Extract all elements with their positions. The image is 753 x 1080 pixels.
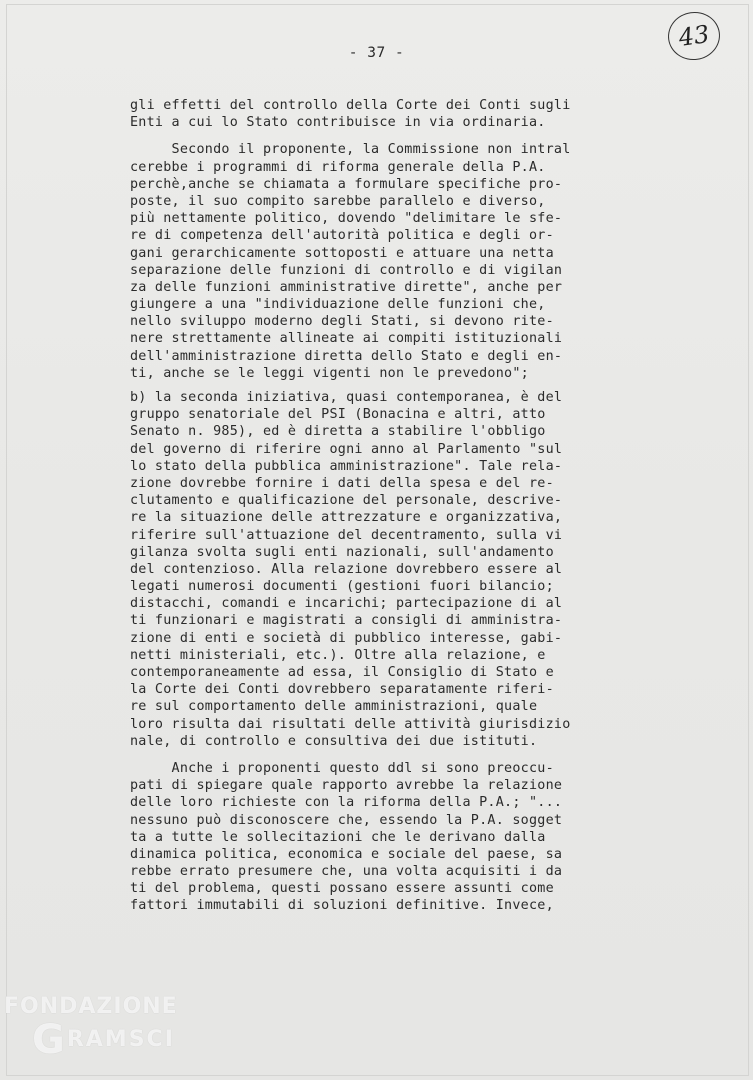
text-line: Enti a cui lo Stato contribuisce in via ordinaria. — [130, 115, 546, 131]
paragraph-3 — [130, 389, 630, 750]
body-text — [130, 97, 630, 915]
text-line: giungere a una "individuazione delle funzioni che, — [130, 297, 546, 313]
text-line: loro risulta dai risultati delle attività giurisdizio — [130, 716, 571, 732]
text-line: nere strettamente allineate ai compiti istituzionali — [130, 331, 563, 347]
text-line: riferire sull'attuazione del decentramento, sulla vi — [130, 527, 563, 543]
text-line: zione dovrebbe fornire i dati della spesa e del re- — [130, 475, 554, 491]
text-line: delle loro richieste con la riforma della P.A.; "... — [130, 795, 563, 811]
text-line: poste, il suo compito sarebbe parallelo e diverso, — [130, 193, 546, 209]
text-line: nale, di controllo e consultiva dei due istituti. — [130, 733, 538, 749]
text-line: separazione delle funzioni di controllo e di vigilan — [130, 262, 563, 278]
text-line: la Corte dei Conti dovrebbero separatamente riferi- — [130, 682, 554, 698]
text-line: del governo di riferire ogni anno al Parlamento "sul — [130, 441, 563, 457]
page-number: - 37 - — [348, 45, 405, 61]
text-line: Secondo il proponente, la Commissione non intral — [130, 142, 571, 158]
text-line: nello sviluppo moderno degli Stati, si devono rite- — [130, 314, 554, 330]
text-line: del contenzioso. Alla relazione dovrebbero essere al — [130, 561, 563, 577]
text-line: rebbe errato presumere che, una volta acquisiti i da — [130, 864, 563, 880]
text-line: dell'amministrazione diretta dello Stato e degli en- — [130, 348, 563, 364]
text-line: perchè,anche se chiamata a formulare specifiche pro- — [130, 176, 563, 192]
text-line: Anche i proponenti questo ddl si sono preoccu- — [130, 760, 554, 776]
text-line: za delle funzioni amministrative dirette", anche per — [130, 279, 563, 295]
text-line: gilanza svolta sugli enti nazionali, sull'andamento — [130, 544, 554, 560]
watermark-line-2 — [4, 1017, 178, 1063]
text-line: ti, anche se le leggi vigenti non le prevedono"; — [130, 365, 529, 381]
paragraph-1 — [130, 97, 630, 131]
text-line: gli effetti del controllo della Corte dei Conti sugli — [130, 98, 571, 113]
text-line: legati numerosi documenti (gestioni fuori bilancio; — [130, 579, 554, 595]
text-line: re sul comportamento delle amministrazioni, quale — [130, 699, 538, 715]
paragraph-4 — [130, 760, 630, 915]
text-line: fattori immutabili di soluzioni definitive. Invece, — [130, 898, 554, 914]
watermark-line-1: FONDAZIONE — [4, 994, 178, 1019]
text-line: ti funzionari e magistrati a consigli di amministra- — [130, 613, 563, 629]
fondazione-gramsci-watermark — [4, 994, 178, 1063]
text-line: b) la seconda iniziativa, quasi contemporanea, è del — [130, 390, 563, 405]
text-line: Senato n. 985), ed è diretta a stabilire l'obbligo — [130, 424, 546, 440]
text-line: dinamica politica, economica e sociale del paese, sa — [130, 846, 563, 862]
text-line: netti ministeriali, etc.). Oltre alla relazione, e — [130, 647, 546, 663]
text-line: re di competenza dell'autorità politica e degli or- — [130, 228, 554, 244]
handwritten-folio-number: 43 — [665, 9, 723, 64]
text-line: nessuno può disconoscere che, essendo la P.A. sogget — [130, 812, 563, 828]
text-line: più nettamente politico, dovendo "delimitare le sfe- — [130, 211, 563, 227]
text-line: lo stato della pubblica amministrazione". Tale rela- — [130, 458, 563, 474]
text-line: gani gerarchicamente sottoposti e attuare una netta — [130, 245, 554, 261]
watermark-rest: RAMSCI — [66, 1027, 175, 1052]
text-line: pati di spiegare quale rapporto avrebbe la relazione — [130, 778, 563, 794]
text-line: gruppo senatoriale del PSI (Bonacina e altri, atto — [130, 407, 546, 423]
watermark-initial: G — [32, 1017, 65, 1063]
text-line: re la situazione delle attrezzature e organizzativa, — [130, 510, 563, 526]
paragraph-2 — [130, 141, 630, 382]
text-line: ta a tutte le sollecitazioni che le derivano dalla — [130, 829, 546, 845]
text-line: clutamento e qualificazione del personale, descrive- — [130, 493, 563, 509]
text-line: zione di enti e società di pubblico interesse, gabi- — [130, 630, 563, 646]
text-line: distacchi, comandi e incarichi; partecipazione di al — [130, 596, 563, 612]
text-line: ti del problema, questi possano essere assunti come — [130, 881, 554, 897]
text-line: cerebbe i programmi di riforma generale della P.A. — [130, 159, 546, 175]
text-line: contemporaneamente ad essa, il Consiglio di Stato e — [130, 665, 554, 680]
